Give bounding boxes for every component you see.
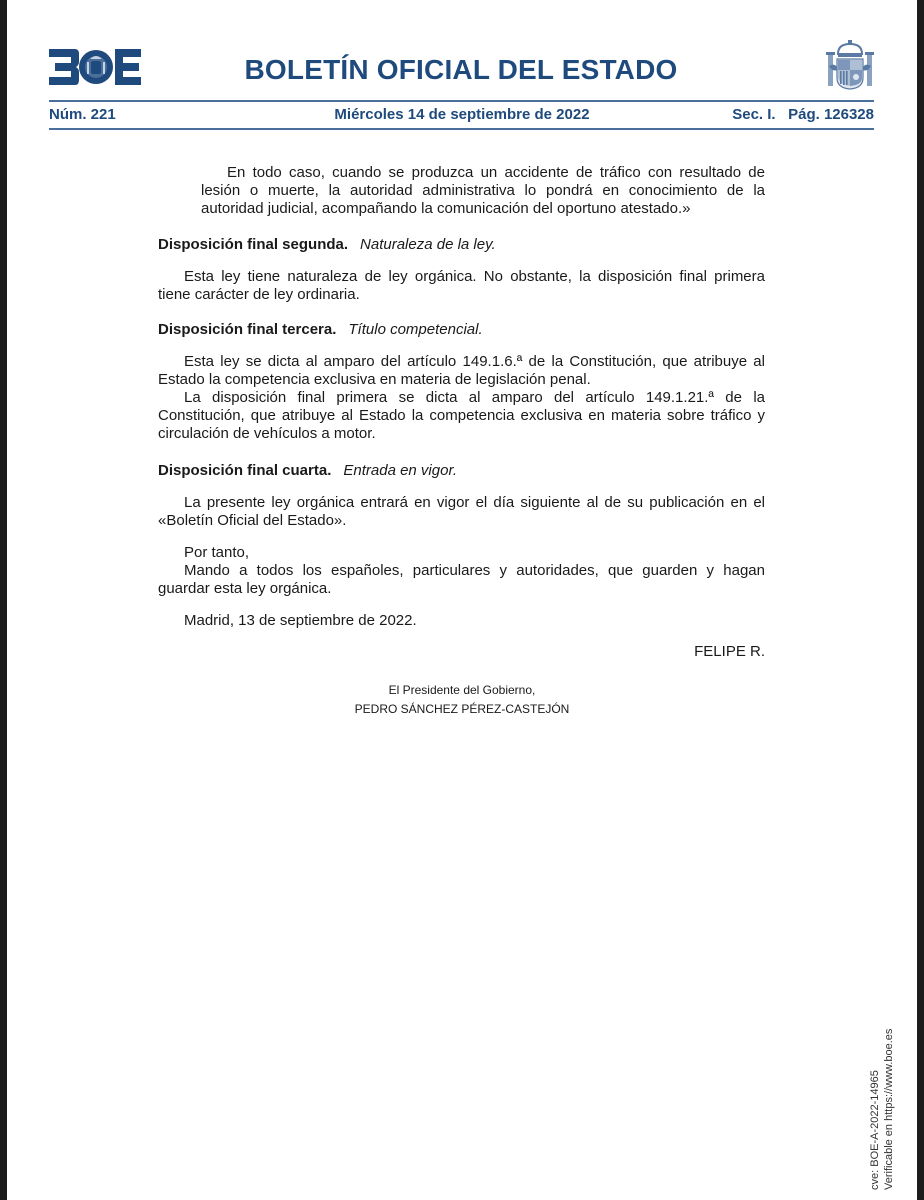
issue-number: Núm. 221 [49, 106, 116, 123]
section-subtitle: Naturaleza de la ley. [360, 236, 496, 253]
section-label: Sec. I. [732, 106, 776, 123]
por-tanto: Por tanto, [184, 544, 250, 561]
verification-footer [868, 1029, 896, 1190]
section-heading-segunda [158, 236, 765, 254]
section-heading-cuarta [158, 462, 765, 480]
section-title: Disposición final tercera. [158, 321, 337, 338]
paragraph: La disposición final primera se dicta al amparo del artículo 149.1.21.ª de la Constitución, que atribuye al Estado la competencia exclusiva en materia sobre tráfico y circulación de vehículos a motor. [158, 389, 765, 442]
quote-paragraph: En todo caso, cuando se produzca un accidente de tráfico con resultado de lesión o muerte, la autoridad administrativa lo pondrá en conocimiento de la autoridad judicial, acompañando la comunicación del oportuno atestado.» [201, 164, 765, 217]
section-title: Disposición final cuarta. [158, 462, 332, 479]
section-title: Disposición final segunda. [158, 236, 349, 253]
masthead-title-text: BOLETÍN OFICIAL DEL ESTADO [244, 54, 678, 85]
king-signature: FELIPE R. [694, 643, 765, 660]
mando-paragraph: Mando a todos los españoles, particulares y autoridades, que guarden y hagan guardar esta ley orgánica. [158, 562, 765, 597]
place-date: Madrid, 13 de septiembre de 2022. [184, 612, 417, 629]
paragraph: Esta ley se dicta al amparo del artículo 149.1.6.ª de la Constitución, que atribuye al Estado la competencia exclusiva en materia de legislación penal. [158, 353, 765, 388]
page-number: Pág. 126328 [788, 106, 874, 123]
section-subtitle: Título competencial. [348, 321, 483, 338]
section-subtitle: Entrada en vigor. [343, 462, 458, 479]
cve-code: cve: BOE-A-2022-14965 [869, 1070, 881, 1190]
paragraph: La presente ley orgánica entrará en vigor el día siguiente al de su publicación en el «Boletín Oficial del Estado». [158, 494, 765, 529]
paragraph: Esta ley tiene naturaleza de ley orgánica. No obstante, la disposición final primera tiene carácter de ley ordinaria. [158, 268, 765, 303]
president-label: El Presidente del Gobierno, [388, 683, 536, 697]
verification-link[interactable]: Verificable en https://www.boe.es [883, 1028, 895, 1190]
section-heading-tercera [158, 321, 765, 339]
issue-date-text: Miércoles 14 de septiembre de 2022 [334, 106, 590, 123]
document-page [7, 0, 917, 1200]
president-name: PEDRO SÁNCHEZ PÉREZ-CASTEJÓN [354, 702, 570, 716]
